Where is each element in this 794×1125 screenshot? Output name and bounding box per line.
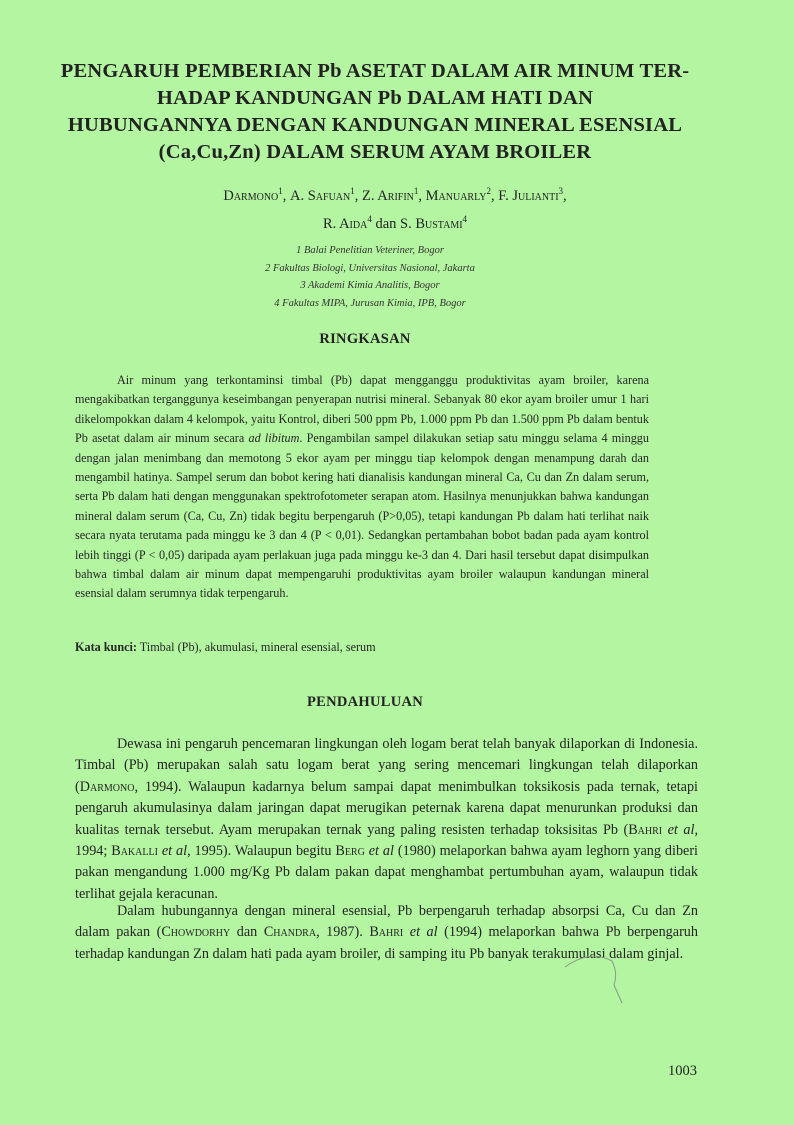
abstract-heading: RINGKASAN	[319, 331, 411, 347]
citation-author: Bahri	[369, 924, 404, 941]
affiliation-list	[150, 242, 590, 312]
paper-title	[20, 58, 730, 166]
abstract-text: Air minum yang terkontaminsi timbal (Pb) dapat mengganggu produktivitas ayam broiler, karena mengakibatkan terganggunya keseimbangan penyerapan nutrisi mineral. Sebanyak 80 ekor ayam broiler umur 1 hari dikelompokkan dalam 4 kelompok, yaitu Kontrol, diberi 500 ppm Pb, 1.000 ppm Pb dan 1.500 ppm Pb dalam bentuk Pb asetat dalam air minum secara	[75, 373, 649, 446]
body-text: , 1987).	[316, 924, 370, 941]
affiliation-marker: 1	[278, 186, 283, 196]
citation-author: Chowdorhy	[161, 924, 231, 941]
abstract-italic-term: ad libitum	[248, 431, 300, 446]
citation-author: Darmono	[79, 778, 135, 795]
intro-paragraph-1	[75, 734, 698, 905]
author-line-1: Darmono$^1$, A. Safuan$^1$, Z. Arifin$^1$, Manuarly$^2$, F. Julianti$^3$,	[223, 186, 567, 204]
affiliation-marker: 1	[413, 186, 419, 196]
body-text: 1995). Walaupun begitu	[190, 843, 336, 860]
abstract-body	[75, 371, 649, 604]
citation-author: Berg	[335, 843, 365, 860]
citation-author: Bahri	[628, 821, 663, 838]
affiliation-item: 3 Akademi Kimia Analitis, Bogor	[300, 280, 440, 291]
title-line-4: (Ca,Cu,Zn) DALAM SERUM AYAM BROILER	[158, 141, 592, 163]
pencil-mark-annotation	[560, 945, 630, 1005]
affiliation-marker: 2	[486, 186, 491, 196]
abstract-paragraph	[75, 371, 649, 604]
keywords	[75, 640, 376, 655]
affiliation-marker: 4	[367, 213, 372, 224]
title-line-3: HUBUNGANNYA DENGAN KANDUNGAN MINERAL ESENSIAL	[67, 114, 683, 136]
affiliation-marker: 1	[350, 186, 355, 196]
title-line-1: PENGARUH PEMBERIAN Pb ASETAT DALAM AIR MINUM TER-	[60, 60, 690, 82]
citation-author: Bakalli	[111, 843, 158, 860]
body-text: (1994) melaporkan bahwa Pb berpengaruh terhadap kandungan Zn dalam hati pada ayam broiler, di samping itu Pb banyak terakumulasi dalam ginjal.	[75, 924, 698, 962]
intro-heading: PENDAHULUAN	[306, 694, 424, 710]
title-line-2: HADAP KANDUNGAN Pb DALAM HATI DAN	[156, 87, 594, 109]
author-name: Manuarly	[425, 187, 487, 204]
body-paragraph	[75, 734, 698, 905]
abstract-text: . Pengambilan sampel dilakukan setiap satu minggu selama 4 minggu dengan jalan menimbang dan memotong 5 ekor ayam per minggu tiap kelompok dengan menampung darah dan mengambil hatinya. Sampel serum dan bobot kering hati dianalisis kandungan mineral Ca, Cu dan Zn dalam serum, serta Pb dalam hati dengan menggunakan spektrofotometer serapan atom. Hasilnya menunjukkan bahwa kandungan mineral dalam serum (Ca, Cu, Zn) tidak begitu berpengaruh (P>0,05), tetapi kandungan Pb dalam hati terlihat naik secara nyata terutama pada minggu ke 3 dan 4 (P < 0,01). Sedangkan pertambahan bobot badan pada ayam kontrol lebih tinggi (P < 0,05) daripada ayam perlakuan juga pada minggu ke-3 dan 4. Dari hasil tersebut dapat disimpulkan bahwa timbal dalam air minum dapat mempengaruhi produktivitas ayam broiler walaupun kandungan mineral esensial dalam serumnya tidak terpengaruh.	[75, 431, 649, 601]
author-name: R. Aida	[322, 215, 368, 232]
body-text: (1980) melaporkan bahwa ayam leghorn yang diberi pakan mengandung 1.000 mg/Kg Pb dalam pakan dapat menghambat pertumbuhan ayam, walaupun tidak terlihat gejala keracunan.	[75, 843, 699, 902]
affiliation-item: 2 Fakultas Biologi, Universitas Nasional, Jakarta	[265, 262, 475, 274]
affiliation-item: 4 Fakultas MIPA, Jurusan Kimia, IPB, Bogor	[274, 297, 466, 309]
body-text: dan	[230, 924, 264, 941]
body-text: Dalam hubungannya dengan mineral esensial, Pb berpengaruh terhadap absorpsi Ca, Cu dan Zn dalam pakan (	[75, 903, 698, 941]
author-name: Darmono	[223, 187, 279, 204]
author-conjunction: dan	[375, 215, 397, 232]
citation-etal: et al,	[662, 821, 698, 838]
affiliation-marker: 4	[462, 213, 468, 224]
citation-author: Chandra	[263, 924, 317, 941]
keywords-label: Kata kunci:	[75, 640, 137, 654]
citation-etal: et al	[364, 843, 394, 860]
affiliation-marker: 3	[558, 186, 564, 196]
body-text: Dewasa ini pengaruh pencemaran lingkungan oleh logam berat telah banyak dilaporkan di Indonesia. Timbal (Pb) merupakan salah satu logam berat yang sering mencemari lingkungan telah dilaporkan (	[75, 736, 698, 795]
author-name: F. Julianti	[498, 187, 559, 204]
citation-etal: et al,	[157, 843, 191, 860]
author-name: S. Bustami	[400, 215, 463, 232]
author-line-2	[60, 208, 730, 236]
body-text: , 1994). Walaupun kadarnya belum sampai dapat menimbulkan toksikosis pada ternak, tetapi pengaruh akumulasinya dalam jaringan dapat merugikan peternak karena dapat menurunkan produksi dan kualitas ternak tersebut. Ayam merupakan ternak yang paling resisten terhadap toksisitas Pb (	[75, 778, 698, 838]
author-name: Z. Arifin	[362, 187, 414, 204]
citation-etal: et al	[403, 924, 438, 941]
keywords-text: Timbal (Pb), akumulasi, mineral esensial, serum	[136, 640, 376, 654]
page-number: 1003	[668, 1063, 697, 1079]
author-name: A. Safuan	[290, 187, 351, 204]
affiliation-item: 1 Balai Penelitian Veteriner, Bogor	[296, 245, 444, 256]
author-list	[60, 180, 730, 236]
body-text: 1994;	[75, 843, 112, 860]
